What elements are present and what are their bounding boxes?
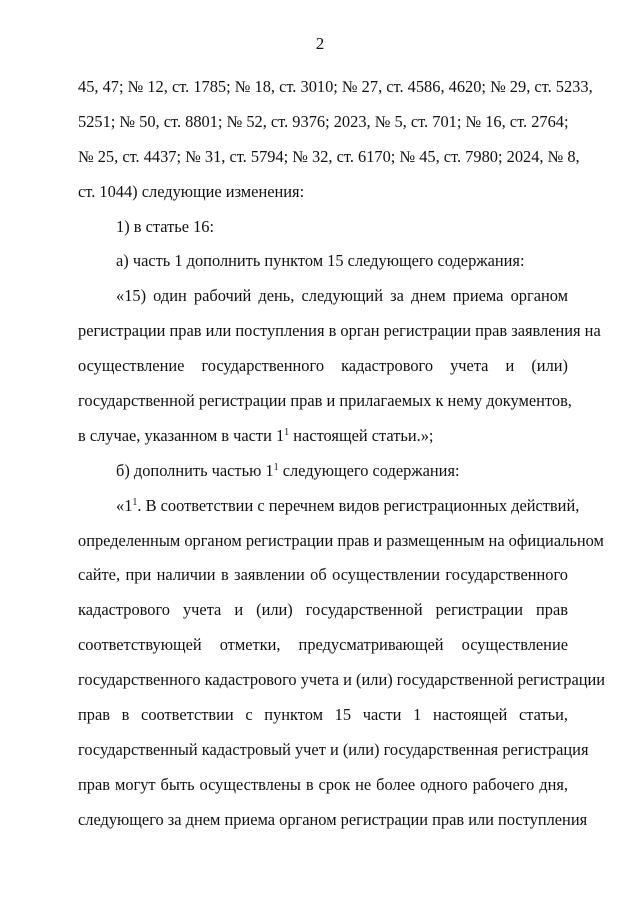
list-item-subitem-a: а) часть 1 дополнить пунктом 15 следующего содержания:	[116, 251, 525, 271]
superscript: 1	[284, 426, 290, 438]
superscript: 1	[132, 496, 138, 508]
text-line: регистрации прав или поступления в орган регистрации прав заявления на	[78, 321, 601, 341]
text-line: сайте, при наличии в заявлении об осуществлении государственного	[78, 565, 568, 585]
text-fragment: настоящей статьи.»;	[289, 425, 434, 445]
text-fragment: следующего содержания:	[278, 460, 460, 480]
text-line: 45, 47; № 12, ст. 1785; № 18, ст. 3010; № 27, ст. 4586, 4620; № 29, ст. 5233,	[78, 77, 593, 96]
text-fragment: в случае, указанном в части 1	[78, 425, 285, 445]
text-line: кадастрового учета и (или) государственной регистрации прав	[78, 600, 568, 620]
text-line: государственного кадастрового учета и (или) государственной регистрации	[78, 670, 606, 690]
text-line: соответствующей отметки, предусматривающей осуществление	[78, 635, 568, 655]
text-line: прав могут быть осуществлены в срок не более одного рабочего дня,	[78, 774, 568, 794]
text-line: ст. 1044) следующие изменения:	[78, 181, 305, 201]
text-line	[78, 419, 568, 454]
text-fragment: . В соответствии с перечнем видов регистрационных действий,	[137, 495, 580, 515]
text-line: № 25, ст. 4437; № 31, ст. 5794; № 32, ст. 6170; № 45, ст. 7980; 2024, № 8,	[78, 146, 580, 166]
text-line: осуществление государственного кадастрового учета и (или)	[78, 356, 568, 376]
text-line: «15) один рабочий день, следующий за днем приема органом	[116, 286, 568, 306]
superscript: 1	[273, 461, 279, 473]
list-item-subitem-b	[78, 454, 568, 489]
text-line: государственной регистрации прав и прилагаемых к нему документов,	[78, 391, 572, 411]
text-line: прав в соответствии с пунктом 15 части 1 настоящей статьи,	[78, 705, 568, 725]
text-line	[78, 489, 580, 524]
document-body	[78, 70, 606, 838]
list-item-article-16: 1) в статье 16:	[116, 216, 215, 236]
page-number: 2	[315, 34, 325, 53]
text-fragment: «1	[116, 495, 133, 515]
text-line: 5251; № 50, ст. 8801; № 52, ст. 9376; 2023, № 5, ст. 701; № 16, ст. 2764;	[78, 111, 569, 131]
text-line: определенным органом регистрации прав и размещенным на официальном	[78, 530, 604, 550]
text-fragment: б) дополнить частью 1	[116, 460, 274, 480]
text-line: государственный кадастровый учет и (или) государственная регистрация	[78, 739, 589, 759]
text-line: следующего за днем приема органом регистрации прав или поступления	[78, 809, 588, 829]
